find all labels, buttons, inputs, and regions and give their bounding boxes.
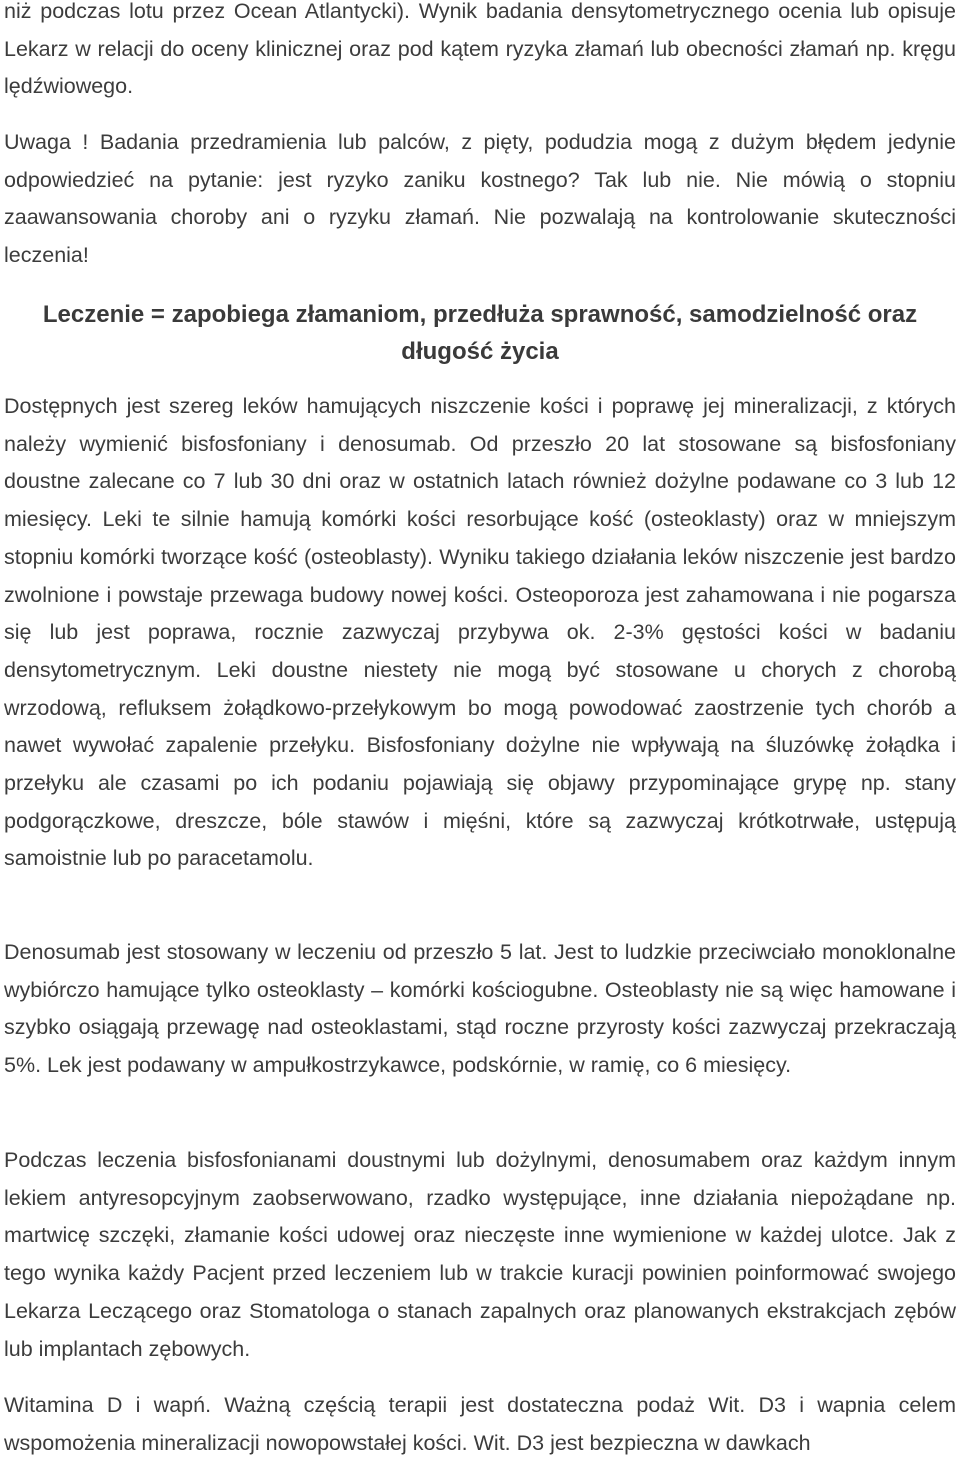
- paragraph-warning: Uwaga ! Badania przedramienia lub palców, z pięty, podudzia mogą z dużym błędem jedynie odpowiedzieć na pytanie: jest ryzyko zaniku kostnego? Tak lub nie. Nie mówią o stopniu zaawansowania choroby ani o ryzyku złamań. Nie pozwalają na kontrolowanie skuteczności leczenia!: [4, 130, 956, 268]
- section-heading-treatment: Leczenie = zapobiega złamaniom, przedłuża sprawność, samodzielność oraz długość życia: [42, 301, 918, 365]
- paragraph-densitometry-result: niż podczas lotu przez Ocean Atlantycki). Wynik badania densytometrycznego ocenia lub opisuje Lekarz w relacji do oceny klinicznej oraz pod kątem ryzyka złamań lub obecności złamań np. kręgu lędźwiowego.: [4, 0, 956, 99]
- paragraph-bisphosphonates: Dostępnych jest szereg leków hamujących niszczenie kości i poprawę jej mineralizacji, z których należy wymienić bisfosfoniany i denosumab. Od przeszło 20 lat stosowane są bisfosfoniany doustne zalecane co 7 lub 30 dni oraz w ostatnich latach również dożylne podawane co 3 lub 12 miesięcy. Leki te silnie hamują komórki kości resorbujące kość (osteoklasty) oraz w mniejszym stopniu komórki tworzące kość (osteoblasty). Wyniku takiego działania leków niszczenie jest bardzo zwolnione i powstaje przewaga budowy nowej kości. Osteoporoza jest zahamowana i nie pogarsza się lub jest poprawa, rocznie zazwyczaj przybywa ok. 2-3% gęstości kości w badaniu densytometrycznym. Leki doustne niestety nie mogą być stosowane u chorych z chorobą wrzodową, refluksem żołądkowo-przełykowym bo mogą powodować zaostrzenie tych chorób a nawet wywołać zapalenie przełyku. Bisfosfoniany dożylne nie wpływają na śluzówkę żołądka i przełyku ale czasami po ich podaniu pojawiają się objawy przypominające grypę np. stany podgorączkowe, dreszcze, bóle stawów i mięśni, które są zazwyczaj krótkotrwałe, ustępują samoistnie lub po paracetamolu.: [4, 394, 956, 871]
- paragraph-denosumab: Denosumab jest stosowany w leczeniu od przeszło 5 lat. Jest to ludzkie przeciwciało monoklonalne wybiórczo hamujące tylko osteoklasty – komórki kościogubne. Osteoblasty nie są więc hamowane i szybko osiągają przewagę nad osteoklastami, stąd roczne przyrosty kości zazwyczaj przekraczają 5%. Lek jest podawany w ampułkostrzykawce, podskórnie, w ramię, co 6 miesięcy.: [4, 940, 956, 1078]
- paragraph-side-effects: Podczas leczenia bisfosfonianami doustnymi lub dożylnymi, denosumabem oraz każdym innym lekiem antyresopcyjnym zaobserwowano, rzadko występujące, inne działania niepożądane np. martwicę szczęki, złamanie kości udowej oraz nieczęste inne wymienione w każdej ulotce. Jak z tego wynika każdy Pacjent przed leczeniem lub w trakcie kuracji powinien poinformować swojego Lekarza Leczącego oraz Stomatologa o stanach zapalnych oraz planowanych ekstrakcjach zębów lub implantach zębowych.: [4, 1148, 956, 1361]
- paragraph-vitamin-d: Witamina D i wapń. Ważną częścią terapii jest dostateczna podaż Wit. D3 i wapnia celem wspomożenia mineralizacji nowopowstałej kości. Wit. D3 jest bezpieczna w dawkach: [4, 1393, 956, 1455]
